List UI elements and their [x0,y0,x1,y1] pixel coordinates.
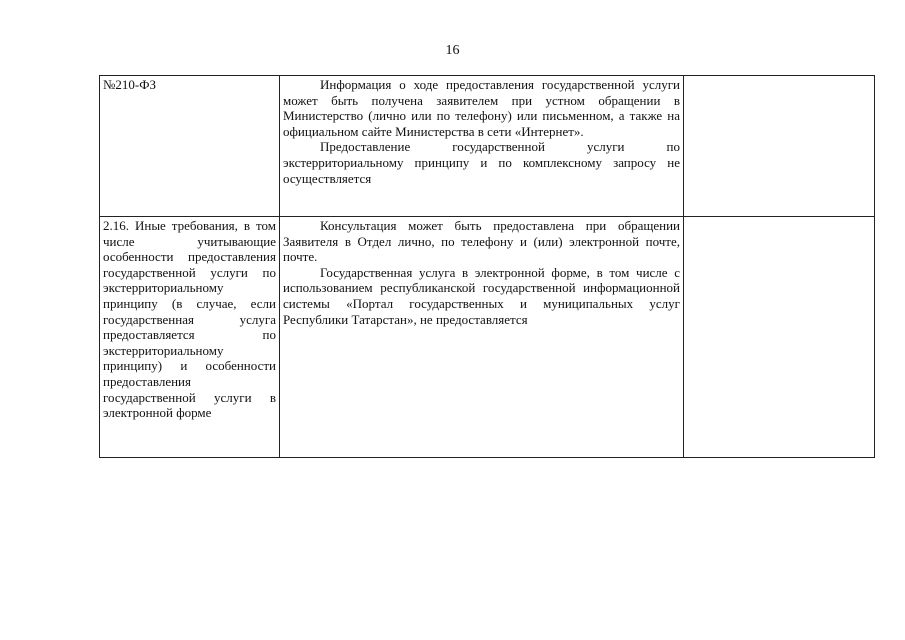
table-cell-reference [684,217,875,458]
table-cell-content [280,217,684,458]
table-cell-content [280,76,684,217]
content-paragraph: Государственная услуга в электронной форме, в том числе с использованием республиканской государственной информационной системы «Портал государственных и муниципальных услуг Республики Татарстан», не предоставляется [283,264,680,327]
requirements-table [99,75,875,458]
requirement-text: №210-ФЗ [103,77,157,92]
requirement-text: 2.16. Иные требования, в том числе учитывающие особенности предоставления государственной услуги по экстерриториальному принципу (в случае, если государственная услуга предоставляется по экстерриториальному принципу) и особенности предоставления государственной услуги в электронной форме [103,218,276,421]
table-cell-reference [684,76,875,217]
content-paragraph: Консультация может быть предоставлена при обращении Заявителя в Отдел лично, по телефону и (или) электронной почте, почте. [283,218,680,265]
page-number: 16 [445,43,460,58]
table-row [100,217,875,458]
content-paragraph: Информация о ходе предоставления государственной услуги может быть получена заявителем при устном обращении в Министерство (лично или по телефону) или письменном, а также на официальном сайте Министерства в сети «Интернет». [283,77,680,139]
table-row [100,76,875,217]
table-cell-requirement [100,76,280,217]
content-paragraph: Предоставление государственной услуги по экстерриториальному принципу и по комплексному запросу не осуществляется [283,139,680,186]
table-cell-requirement [100,217,280,458]
